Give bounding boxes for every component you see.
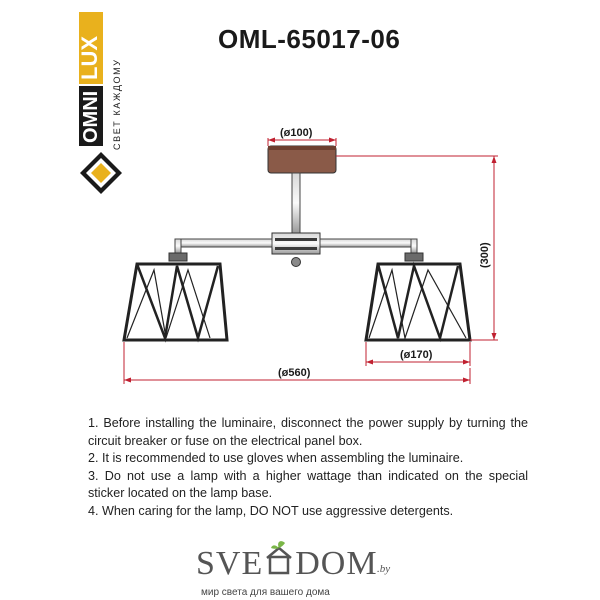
arm-right xyxy=(320,239,417,247)
canopy xyxy=(268,146,336,173)
svetdom-wordmark-right: DOM xyxy=(295,545,378,582)
logo-omni-text: OMNI xyxy=(80,90,102,143)
stem xyxy=(292,173,300,233)
logo-lux-text: LUX xyxy=(77,36,102,80)
svetdom-tagline: мир света для вашего дома xyxy=(201,587,330,598)
dimension-canopy-label: (ø100) xyxy=(280,127,313,139)
svetdom-suffix: .by xyxy=(377,563,391,575)
house-leaf-icon xyxy=(264,540,294,578)
dimension-shade-label: (ø170) xyxy=(400,349,433,361)
model-title: OML-65017-06 xyxy=(218,24,401,54)
svetdom-wordmark xyxy=(196,540,378,583)
finial xyxy=(292,258,301,267)
instruction-item: 4. When caring for the lamp, DO NOT use aggressive detergents. xyxy=(88,503,454,518)
arm-left xyxy=(175,239,272,247)
shade-right xyxy=(366,264,470,340)
instruction-item: 3. Do not use a lamp with a higher wattage than indicated on the special sticker located on the lamp base. xyxy=(88,468,528,500)
dimension-height-label: (300) xyxy=(479,242,491,268)
dimension-overall-label: (ø560) xyxy=(278,367,311,379)
center-body xyxy=(272,233,320,254)
svetdom-logo xyxy=(196,540,406,600)
shade-left xyxy=(124,264,227,340)
logo-tagline: СВЕТ КАЖДОМУ xyxy=(112,58,122,150)
instructions xyxy=(88,415,528,520)
instruction-item: 1. Before installing the luminaire, disconnect the power supply by turning the circuit breaker or fuse on the electrical panel box. xyxy=(88,416,528,448)
svetdom-wordmark-left: SVE xyxy=(196,545,264,582)
instruction-item: 2. It is recommended to use gloves when assembling the luminaire. xyxy=(88,451,464,465)
